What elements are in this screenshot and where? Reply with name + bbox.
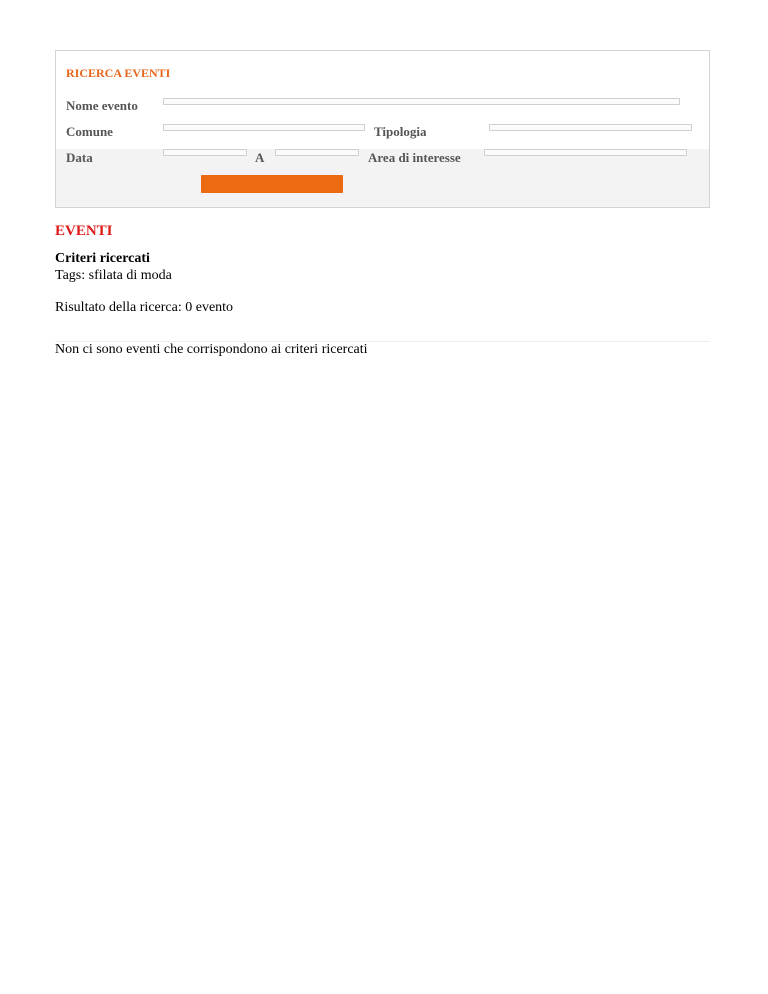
nome-evento-input[interactable] xyxy=(163,98,680,105)
comune-input[interactable] xyxy=(163,124,365,131)
area-interesse-select[interactable] xyxy=(484,149,687,156)
tipologia-label: Tipologia xyxy=(374,124,427,139)
data-to-input[interactable] xyxy=(275,149,359,156)
comune-label: Comune xyxy=(66,124,113,139)
data-label: Data xyxy=(66,150,93,165)
search-panel-title: RICERCA EVENTI xyxy=(66,66,171,80)
search-button[interactable] xyxy=(201,175,343,193)
result-count: Risultato della ricerca: 0 evento xyxy=(55,300,234,315)
data-from-input[interactable] xyxy=(163,149,247,156)
search-panel xyxy=(55,50,710,208)
nome-evento-label: Nome evento xyxy=(66,98,138,113)
data-to-label: A xyxy=(255,150,265,165)
tipologia-select[interactable] xyxy=(489,124,692,131)
no-results-message: Non ci sono eventi che corrispondono ai criteri ricercati xyxy=(55,342,368,357)
events-section-title: EVENTI xyxy=(55,223,113,239)
area-interesse-label: Area di interesse xyxy=(368,150,461,165)
criteria-tags: Tags: sfilata di moda xyxy=(55,268,172,283)
criteria-heading: Criteri ricercati xyxy=(55,251,150,266)
